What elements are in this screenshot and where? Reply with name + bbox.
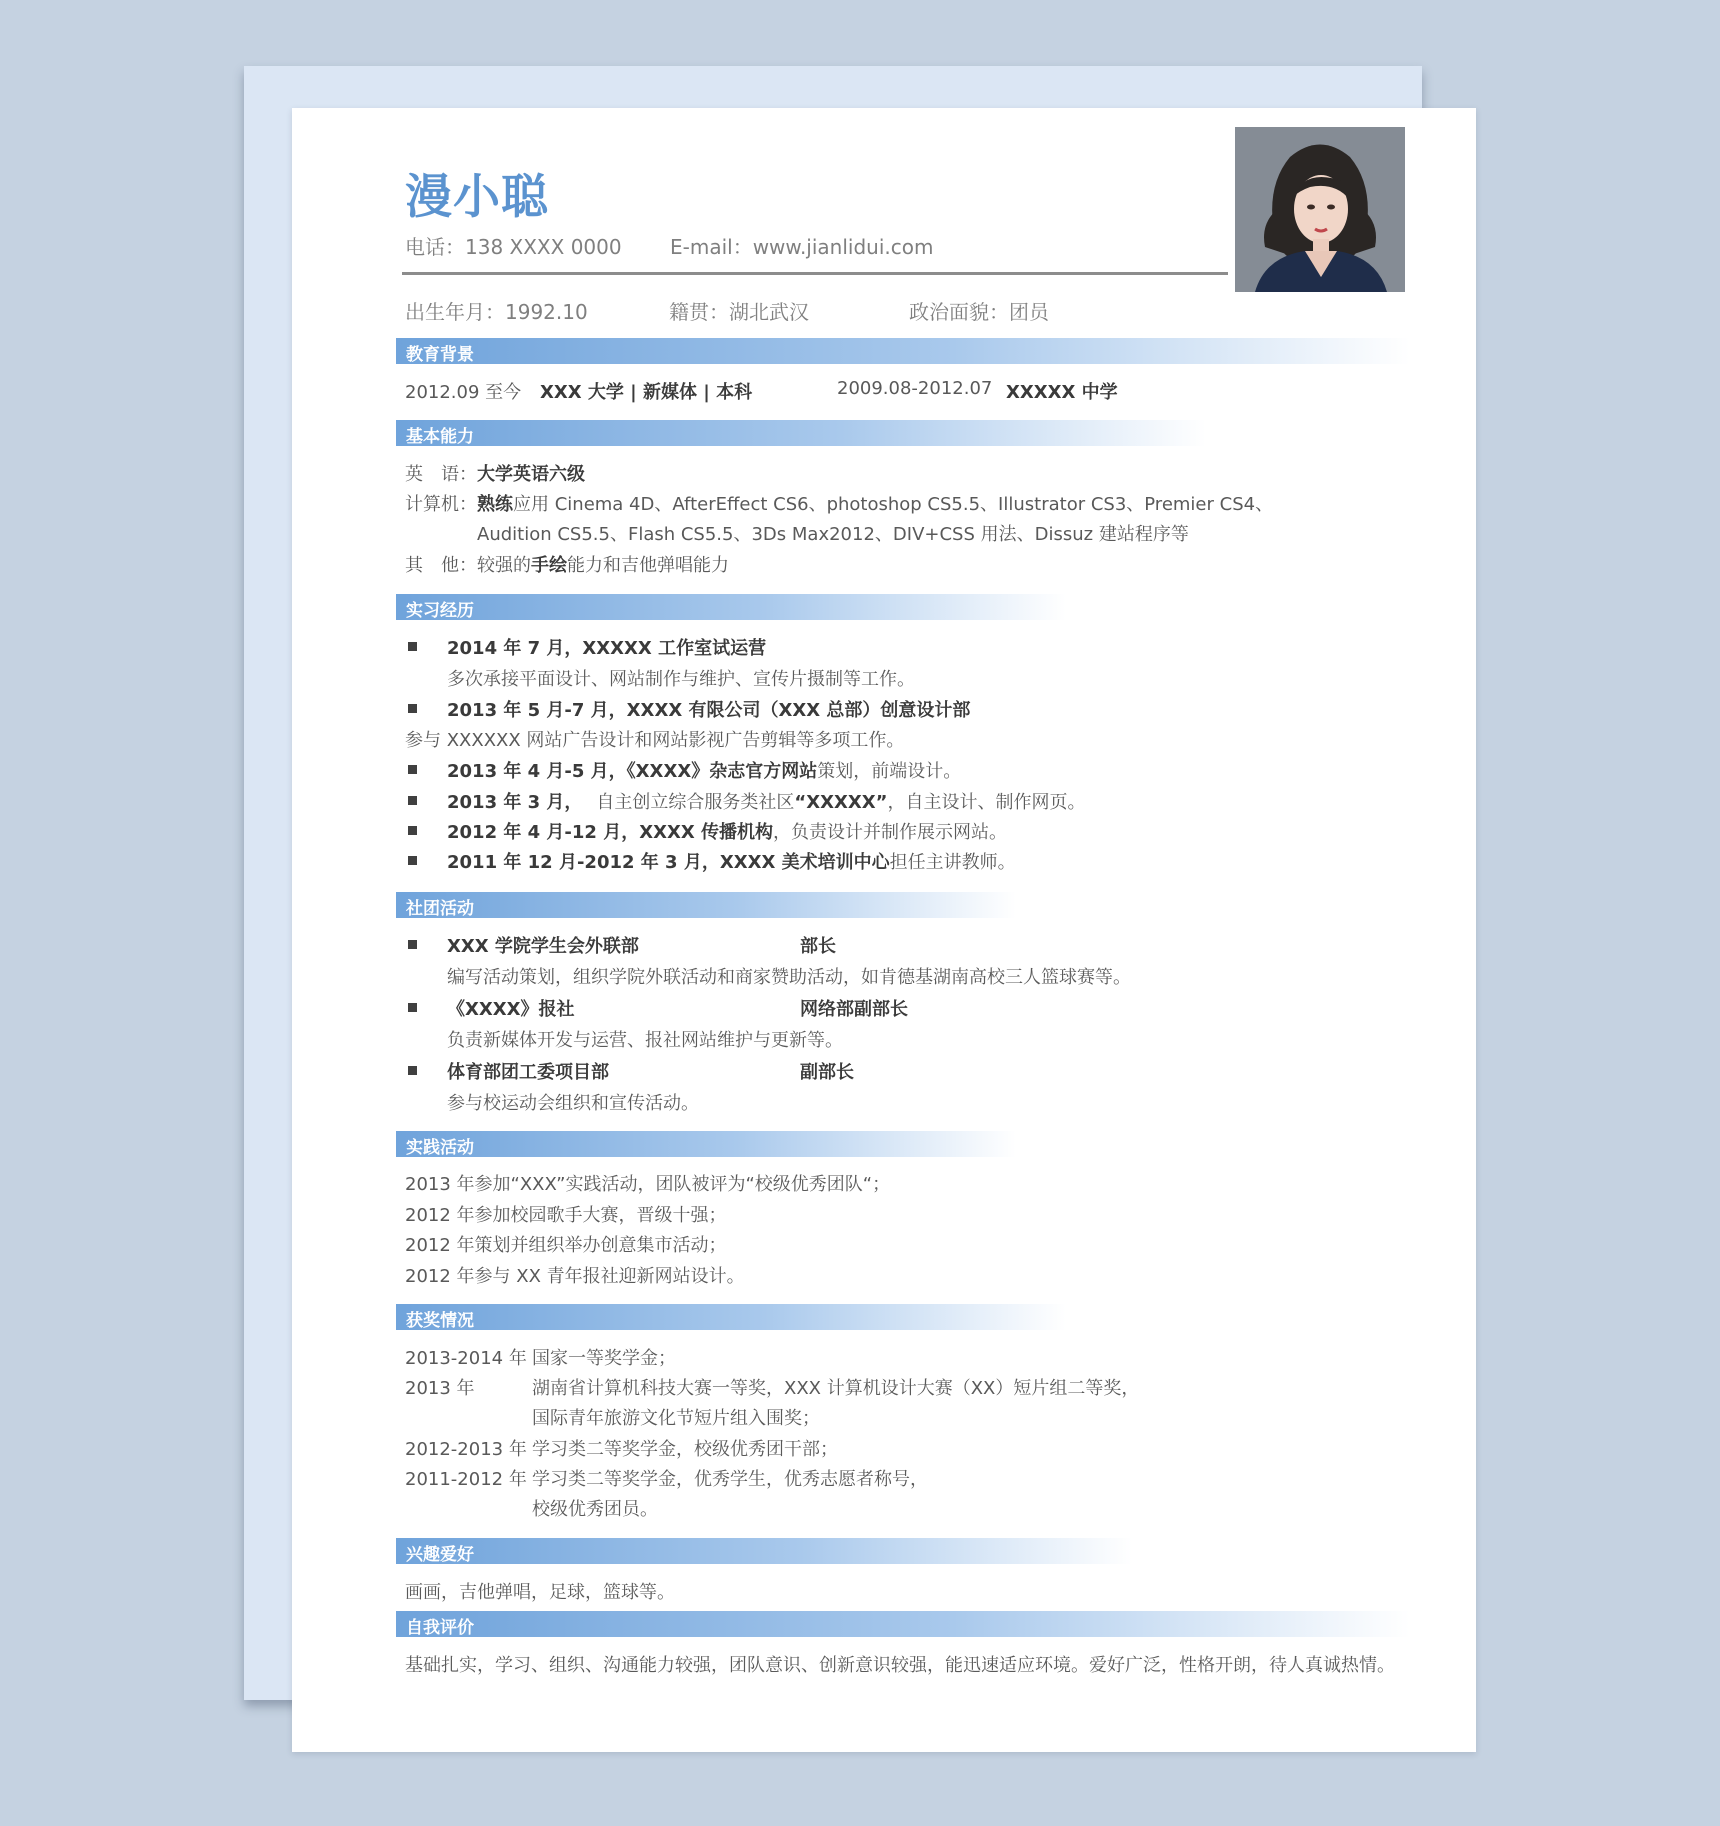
award-2-text2: 国际青年旅游文化节短片组入围奖； bbox=[532, 1408, 820, 1429]
club-2-desc: 负责新媒体开发与运营、报社网站维护与更新等。 bbox=[447, 1030, 843, 1051]
section-title-internship: 实习经历 bbox=[406, 601, 474, 621]
intern-6-bold: 2011 年 12 月-2012 年 3 月，XXXX 美术培训中心 bbox=[447, 852, 890, 873]
portrait-icon bbox=[1235, 127, 1405, 292]
intern-4-quote: “XXXXX” bbox=[794, 792, 888, 813]
club-3-desc: 参与校运动会组织和宣传活动。 bbox=[447, 1093, 699, 1114]
skill-computer-line1: 应用 Cinema 4D、AfterEffect CS6、photoshop CS5.5、Illustrator CS3、Premier CS4、 bbox=[513, 494, 1274, 515]
award-4-year: 2011-2012 年 bbox=[405, 1469, 527, 1490]
club-3-role: 副部长 bbox=[800, 1062, 854, 1083]
section-title-clubs: 社团活动 bbox=[406, 899, 474, 919]
section-skills bbox=[396, 420, 1206, 446]
section-title-awards: 获奖情况 bbox=[406, 1311, 474, 1331]
intern-2-desc: 参与 XXXXXX 网站广告设计和网站影视广告剪辑等多项工作。 bbox=[405, 730, 905, 751]
birth-text: 出生年月：1992.10 bbox=[405, 300, 588, 324]
intern-6-rest: 担任主讲教师。 bbox=[889, 852, 1016, 873]
section-hobbies bbox=[396, 1538, 1132, 1564]
intern-5-rest: ，负责设计并制作展示网站。 bbox=[773, 822, 1007, 843]
bullet-icon bbox=[408, 796, 417, 805]
edu-2-detail: XXXXX 中学 bbox=[1006, 382, 1118, 403]
section-practice bbox=[396, 1131, 1016, 1157]
skill-other-post: 能力和吉他弹唱能力 bbox=[567, 555, 729, 576]
award-4-text2: 校级优秀团员。 bbox=[532, 1499, 658, 1520]
intern-5-bold: 2012 年 4 月-12 月，XXXX 传播机构 bbox=[447, 822, 773, 843]
practice-1: 2013 年参加“XXX”实践活动，团队被评为“校级优秀团队“； bbox=[405, 1174, 891, 1195]
email-text: E-mail：www.jianlidui.com bbox=[670, 235, 934, 259]
intern-3-rest: 策划，前端设计。 bbox=[817, 761, 962, 782]
skill-english-label: 英 语： bbox=[405, 464, 477, 485]
section-awards bbox=[396, 1304, 1066, 1330]
section-title-practice: 实践活动 bbox=[406, 1138, 474, 1158]
skill-other-bold: 手绘 bbox=[531, 555, 567, 576]
intern-3 bbox=[447, 757, 961, 783]
profile-photo bbox=[1235, 127, 1405, 292]
practice-3: 2012 年策划并组织举办创意集市活动； bbox=[405, 1235, 727, 1256]
section-title-hobbies: 兴趣爱好 bbox=[406, 1545, 474, 1565]
bullet-icon bbox=[408, 765, 417, 774]
hometown-text: 籍贯：湖北武汉 bbox=[669, 300, 809, 324]
bullet-icon bbox=[408, 1066, 417, 1075]
club-1-org: XXX 学院学生会外联部 bbox=[447, 936, 639, 957]
intern-2-title: 2013 年 5 月-7 月，XXXX 有限公司（XXX 总部）创意设计部 bbox=[447, 700, 971, 721]
section-title-skills: 基本能力 bbox=[406, 427, 474, 447]
section-self-eval bbox=[396, 1611, 1410, 1637]
edu-1-date: 2012.09 至今 bbox=[405, 382, 522, 403]
candidate-name: 漫小聪 bbox=[405, 170, 549, 225]
skill-other bbox=[405, 551, 729, 577]
club-2-role: 网络部副部长 bbox=[800, 999, 908, 1020]
club-3-org: 体育部团工委项目部 bbox=[447, 1062, 609, 1083]
skill-other-pre: 较强的 bbox=[477, 555, 531, 576]
skill-computer-bold: 熟练 bbox=[477, 494, 513, 515]
intern-4 bbox=[447, 788, 1085, 814]
edu-1-detail: XXX 大学 | 新媒体 | 本科 bbox=[540, 382, 753, 403]
bullet-icon bbox=[408, 1003, 417, 1012]
practice-2: 2012 年参加校园歌手大赛，晋级十强； bbox=[405, 1205, 727, 1226]
section-clubs bbox=[396, 892, 1016, 918]
intern-4-mid: 自主创立综合服务类社区 bbox=[596, 792, 795, 813]
section-title-self-eval: 自我评价 bbox=[406, 1618, 474, 1638]
intern-4-rest: ，自主设计、制作网页。 bbox=[887, 792, 1086, 813]
club-1-role: 部长 bbox=[800, 936, 836, 957]
section-education bbox=[396, 338, 1410, 364]
bullet-icon bbox=[408, 642, 417, 651]
practice-4: 2012 年参与 XX 青年报社迎新网站设计。 bbox=[405, 1266, 745, 1287]
section-title-education: 教育背景 bbox=[406, 345, 474, 365]
club-1-desc: 编写活动策划，组织学院外联活动和商家赞助活动，如肯德基湖南高校三人篮球赛等。 bbox=[447, 967, 1131, 988]
award-1-text: 国家一等奖学金； bbox=[532, 1348, 676, 1369]
award-3-year: 2012-2013 年 bbox=[405, 1439, 527, 1460]
intern-5 bbox=[447, 818, 1007, 844]
edu-2-date: 2009.08-2012.07 bbox=[837, 378, 993, 399]
politics-text: 政治面貌：团员 bbox=[909, 300, 1049, 324]
intern-4-bold: 2013 年 3 月， bbox=[447, 792, 583, 813]
club-2-org: 《XXXX》报社 bbox=[447, 999, 575, 1020]
award-1-year: 2013-2014 年 bbox=[405, 1348, 527, 1369]
bullet-icon bbox=[408, 704, 417, 713]
skill-computer-label: 计算机： bbox=[405, 494, 477, 515]
skill-english bbox=[405, 460, 585, 486]
bullet-icon bbox=[408, 856, 417, 865]
phone-text: 电话：138 XXXX 0000 bbox=[405, 235, 622, 259]
bullet-icon bbox=[408, 826, 417, 835]
award-2-text1: 湖南省计算机科技大赛一等奖，XXX 计算机设计大赛（XX）短片组二等奖， bbox=[532, 1378, 1140, 1399]
resume-page bbox=[292, 108, 1476, 1752]
intern-1-desc: 多次承接平面设计、网站制作与维护、宣传片摄制等工作。 bbox=[447, 669, 915, 690]
skill-computer-line2: Audition CS5.5、Flash CS5.5、3Ds Max2012、DIV+CSS 用法、Dissuz 建站程序等 bbox=[477, 524, 1189, 545]
award-4-text1: 学习类二等奖学金，优秀学生，优秀志愿者称号， bbox=[532, 1469, 928, 1490]
skill-english-value: 大学英语六级 bbox=[477, 464, 585, 485]
self-eval-text: 基础扎实，学习、组织、沟通能力较强，团队意识、创新意识较强，能迅速适应环境。爱好广泛，性格开朗，待人真诚热情。 bbox=[405, 1655, 1395, 1676]
hobbies-text: 画画，吉他弹唱，足球，篮球等。 bbox=[405, 1582, 675, 1603]
section-internship bbox=[396, 594, 1066, 620]
skill-other-label: 其 他： bbox=[405, 555, 477, 576]
bullet-icon bbox=[408, 940, 417, 949]
award-2-year: 2013 年 bbox=[405, 1378, 475, 1399]
intern-6 bbox=[447, 848, 1016, 874]
award-3-text: 学习类二等奖学金，校级优秀团干部； bbox=[532, 1439, 838, 1460]
intern-1-title: 2014 年 7 月，XXXXX 工作室试运营 bbox=[447, 638, 767, 659]
header-divider bbox=[402, 272, 1228, 275]
intern-3-bold: 2013 年 4 月-5 月，《XXXX》杂志官方网站 bbox=[447, 761, 818, 782]
skill-computer bbox=[405, 490, 1273, 516]
